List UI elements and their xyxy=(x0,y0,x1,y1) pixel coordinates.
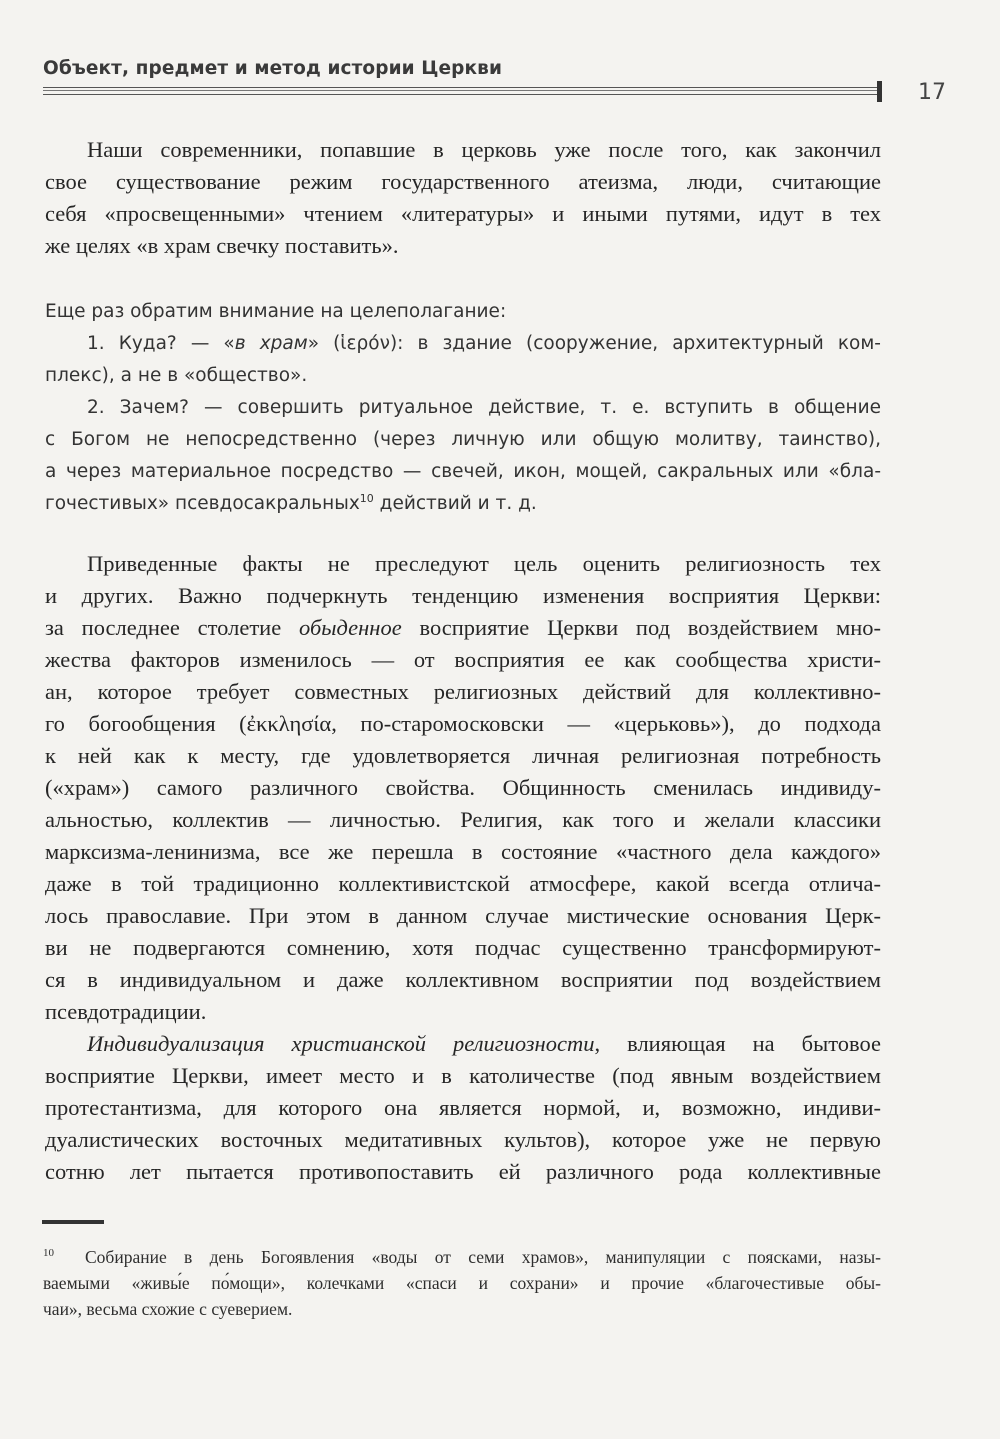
paragraph-individualization xyxy=(45,1028,881,1188)
text-line: ан, которое требует совместных религиозных действий для коллективно- xyxy=(45,679,881,704)
goal-item-why: 2. Зачем? — совершить ритуальное действие, т. е. вступить в общение xyxy=(87,397,881,418)
goal-setting-block xyxy=(45,296,881,520)
text-line: же целях «в храм свечку поставить». xyxy=(45,233,399,258)
text-line: Приведенные факты не преследуют цель оценить религиозность тех xyxy=(87,551,881,576)
text-line: марксизма-ленинизма, все же перешла в состояние «частного дела каждого» xyxy=(45,839,881,864)
footnote-line: чаи», весьма схожие с суеверием. xyxy=(43,1299,293,1319)
text-line: дуалистических восточных медитативных культов), которое уже не первую xyxy=(45,1127,881,1152)
footnote-ref: 10 xyxy=(359,491,374,505)
footnote-number: 10 xyxy=(43,1247,54,1259)
text-line: («храм») самого различного свойства. Общинность сменилась индивиду- xyxy=(45,775,881,800)
goal-setting-intro: Еще раз обратим внимание на целеполагание: xyxy=(45,301,507,322)
text-line: ся в индивидуальном и даже коллективном восприятии под воздействием xyxy=(45,967,881,992)
text-line: лось православие. При этом в данном случае мистические основания Церк- xyxy=(45,903,881,928)
footnote xyxy=(43,1244,881,1322)
text-line: Индивидуализация христианской религиозности, влияющая на бытовое xyxy=(87,1031,881,1056)
footnote-separator xyxy=(42,1220,104,1224)
text-line: альностью, коллектив — личностью. Религия, как того и желали классики xyxy=(45,807,881,832)
text-line: даже в той традиционно коллективистской атмосфере, какой всегда отлича- xyxy=(45,871,881,896)
text-line: псевдотрадиции. xyxy=(45,999,207,1024)
text-line: и других. Важно подчеркнуть тенденцию изменения восприятия Церкви: xyxy=(45,583,881,608)
goal-item-why-end: гочестивых» псевдосакральных$^{10}$ действий и т. д. xyxy=(45,491,537,514)
text-line: за последнее столетие обыденное восприятие Церкви под воздействием мно- xyxy=(45,615,881,640)
footnote-line: ваемыми «живы́е по́мощи», колечками «спаси и сохрани» и прочие «благочестивые обы- xyxy=(43,1273,881,1293)
text-line: себя «просвещенными» чтением «литературы» и иными путями, идут в тех xyxy=(45,201,881,226)
header-double-rule xyxy=(43,87,879,95)
goal-item-where-cont: плекс), а не в «общество». xyxy=(45,365,308,386)
text-line: протестантизма, для которого она является нормой, и, возможно, индиви- xyxy=(45,1095,881,1120)
footnote-line: Собирание в день Богоявления «воды от семи храмов», манипуляции с поясками, назы- xyxy=(85,1247,881,1267)
paragraph-contemporaries xyxy=(45,134,881,262)
text-line: го богообщения (ἐκκλησία, по-старомосковски — «церьковь»), до подхода xyxy=(45,711,881,736)
paragraph-facts xyxy=(45,548,881,1028)
text-line: восприятие Церкви, имеет место и в католичестве (под явным воздействием xyxy=(45,1063,881,1088)
goal-item-why-cont: а через материальное посредство — свечей, икон, мощей, сакральных или «бла- xyxy=(45,461,881,482)
header-rule-end-mark xyxy=(877,81,882,102)
text-line: свое существование режим государственного атеизма, люди, считающие xyxy=(45,169,881,194)
text-line: к ней как к месту, где удовлетворяется личная религиозная потребность xyxy=(45,743,881,768)
text-line: Наши современники, попавшие в церковь уже после того, как закончил xyxy=(87,137,881,162)
running-header-title: Объект, предмет и метод истории Церкви xyxy=(43,58,503,79)
page-number: 17 xyxy=(918,80,946,105)
goal-item-why-cont: с Богом не непосредственно (через личную или общую молитву, таинство), xyxy=(45,429,881,450)
goal-item-where: 1. Куда? — «в храм» (ἱερόν): в здание (сооружение, архитектурный ком- xyxy=(87,333,881,354)
text-line: жества факторов изменилось — от восприятия ее как сообщества христи- xyxy=(45,647,881,672)
text-line: сотню лет пытается противопоставить ей различного рода коллективные xyxy=(45,1159,881,1184)
text-line: ви не подвергаются сомнению, хотя подчас существенно трансформируют- xyxy=(45,935,881,960)
